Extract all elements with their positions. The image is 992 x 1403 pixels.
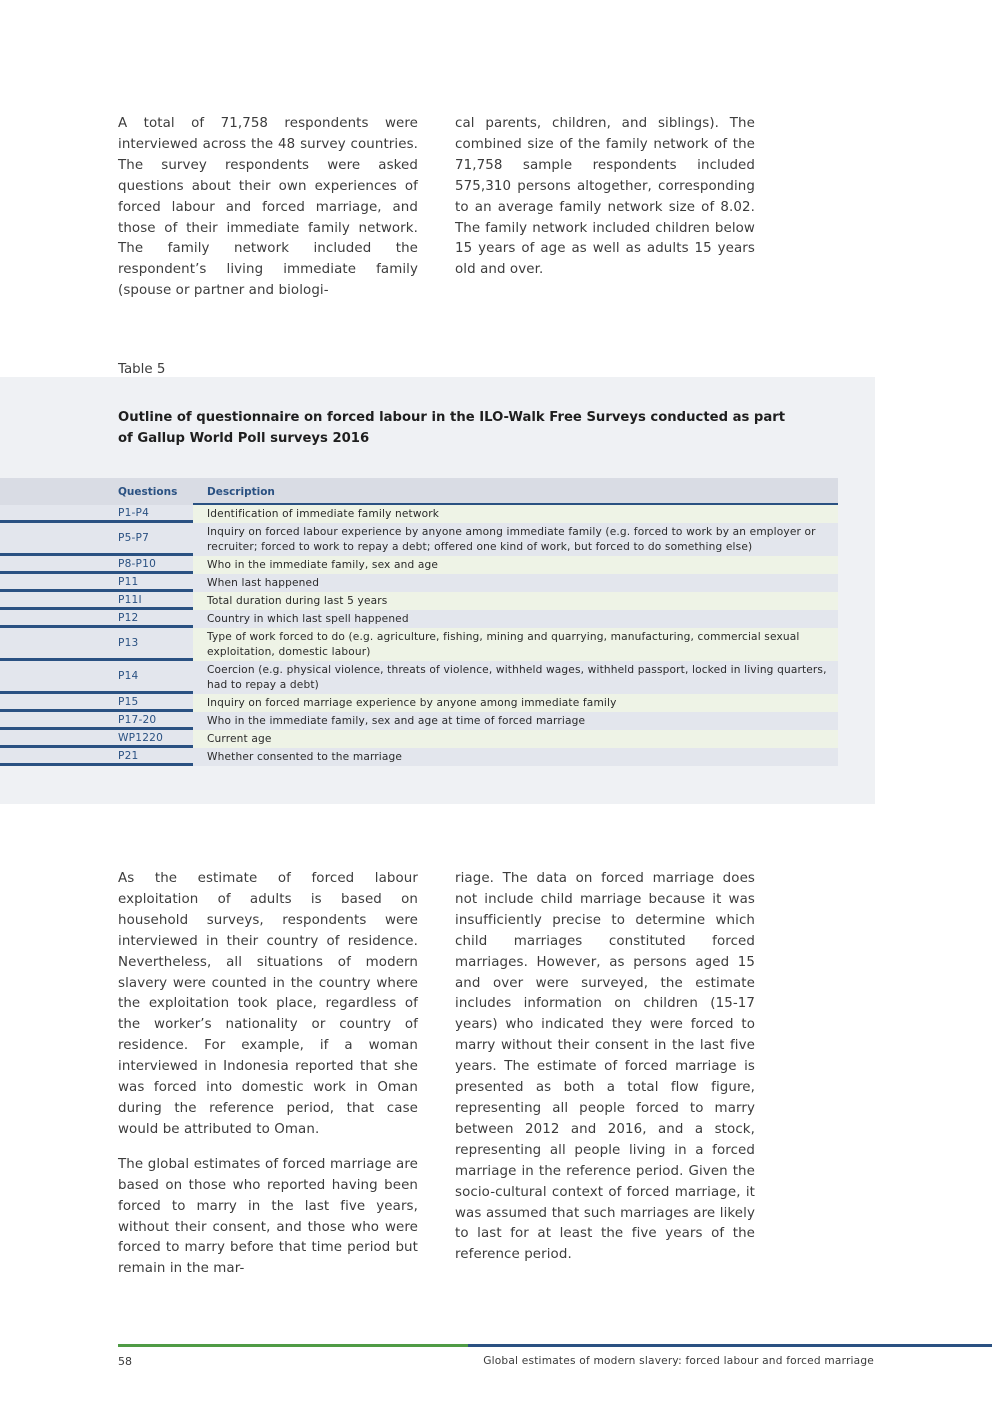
body-column-left [118,869,418,1294]
table-title: Outline of questionnaire on forced labour in the ILO-Walk Free Surveys conducted as part of Gallup World Poll surveys 2016 [118,410,786,446]
table-row [0,523,838,556]
question-description: Identification of immediate family network [193,505,838,523]
footer-rule-green [118,1344,468,1347]
intro-text-right: cal parents, children, and siblings). The combined size of the family network of the 71,758 sample respondents included 575,310 persons altogether, corresponding to an average family network size of 8.02. The family network included children below 15 years of age as well as adults 15 years old and over. [455,116,755,278]
question-description: Country in which last spell happened [193,610,838,628]
question-description: Total duration during last 5 years [193,592,838,610]
table-row [0,661,838,694]
question-description: Type of work forced to do (e.g. agriculture, fishing, mining and quarrying, manufacturing, commercial sexual exploitation, domestic labour) [193,628,838,661]
body-column-right [455,869,755,1280]
intro-paragraph-right [455,114,755,295]
page-number: 58 [118,1355,132,1368]
header-description: Description [207,486,275,498]
question-description: Who in the immediate family, sex and age [193,556,838,574]
table-row [0,610,838,628]
body-paragraph: The global estimates of forced marriage are based on those who reported having been forced to marry in the last five years, without their consent, and those who were forced to marry before that time period but remain in the mar- [118,1156,418,1277]
table-label: Table 5 [118,362,166,377]
question-code: P21 [0,748,193,766]
table-row [0,592,838,610]
header-questions: Questions [118,486,178,498]
question-description: Coercion (e.g. physical violence, threats of violence, withheld wages, withheld passport, locked in living quarters, had to repay a debt) [193,661,838,694]
question-code: P13 [0,628,193,661]
footer-rule-blue [468,1344,992,1347]
question-description: Whether consented to the marriage [193,748,838,766]
question-code: P5-P7 [0,523,193,556]
table-row [0,748,838,766]
table-header [0,478,838,505]
intro-text-left: A total of 71,758 respondents were interviewed across the 48 survey countries. The survey respondents were asked questions about their own experiences of forced labour and forced marriage, and those of their immediate family network. The family network included the respondent’s living immediate family (spouse or partner and biologi- [118,116,418,299]
question-code: P8-P10 [0,556,193,574]
question-code: P12 [0,610,193,628]
table-row [0,712,838,730]
question-code: P11 [0,574,193,592]
question-description: Inquiry on forced marriage experience by anyone among immediate family [193,694,838,712]
question-description: When last happened [193,574,838,592]
question-code: P14 [0,661,193,694]
table-row [0,574,838,592]
table-row [0,556,838,574]
table-row [0,505,838,523]
table-row [0,694,838,712]
question-description: Current age [193,730,838,748]
body-paragraph: riage. The data on forced marriage does not include child marriage because it was insufficiently precise to determine which child marriages constituted forced marriages. However, as persons aged 15 and over were surveyed, the estimate includes information on children (15-17 years) who indicated they were forced to marry without their consent in the last five years. The estimate of forced marriage is presented as both a total flow figure, representing all people forced to marry between 2012 and 2016, and a stock, representing all people living in a forced marriage in the reference period. Given the socio-cultural context of forced marriage, it was assumed that such marriages are likely to last for at least the five years of the reference period. [455,871,755,1263]
intro-paragraph-left [118,114,418,316]
question-description: Inquiry on forced labour experience by anyone among immediate family (e.g. forced to work by an employer or recruiter; forced to work to repay a debt; offered one kind of work, but forced to do something else) [193,523,838,556]
question-code: P1-P4 [0,505,193,523]
question-code: P15 [0,694,193,712]
question-code: P17-20 [0,712,193,730]
question-description: Who in the immediate family, sex and age at time of forced marriage [193,712,838,730]
question-code: P11I [0,592,193,610]
running-title: Global estimates of modern slavery: forced labour and forced marriage [483,1355,874,1367]
questionnaire-table [0,478,875,766]
table-row [0,628,838,661]
body-paragraph: As the estimate of forced labour exploitation of adults is based on household surveys, respondents were interviewed in their country of residence. Nevertheless, all situations of modern slavery were counted in the country where the exploitation took place, regardless of the worker’s nationality or country of residence. For example, if a woman interviewed in Indonesia reported that she was forced into domestic work in Oman during the reference period, that case would be attributed to Oman. [118,871,418,1137]
table-row [0,730,838,748]
question-code: WP1220 [0,730,193,748]
